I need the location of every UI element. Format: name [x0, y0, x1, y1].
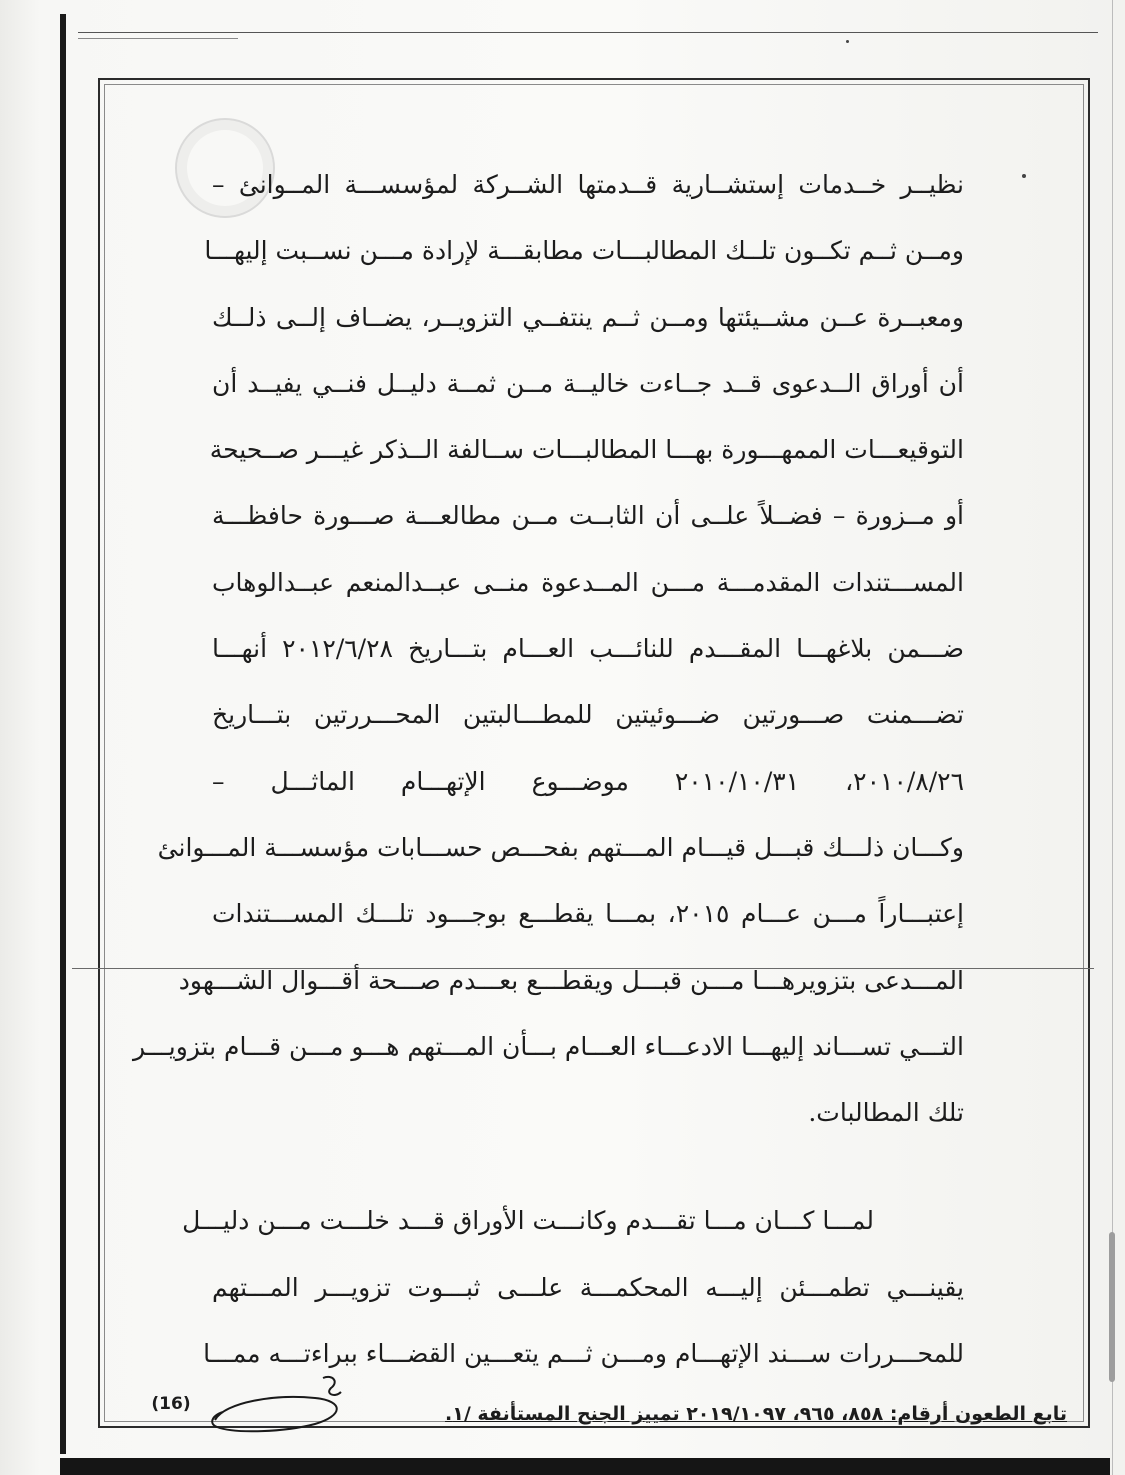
body-line: للمحـــررات ســـند الإتهـــام ومـــن ثـــم يتعـــين القضـــاء ببراءتـــه ممـــا: [203, 1339, 964, 1369]
body-line: نظيــر خــدمات إستشــارية قــدمتها الشــركة لمؤسســـة المــوانئ –: [212, 170, 964, 199]
scan-speck: [846, 40, 849, 43]
body-line: ٢٠١٠/٨/٢٦، ٢٠١٠/١٠/٣١ موضـــوع الإتهـــام الماثـــل –: [212, 766, 964, 796]
body-line: يقينـــي تطمـــئن إليـــه المحكمـــة علـــى ثبـــوت تزويـــر المـــتهم: [212, 1272, 964, 1302]
document-body: [132, 152, 965, 1387]
body-line: تلك المطالبات.: [808, 1098, 964, 1128]
body-line: وكـــان ذلـــك قبـــل قيـــام المـــتهم بفحـــص حســـابات مؤسســـة المـــوانئ: [157, 832, 964, 862]
body-line: التوقيعـــات الممهـــورة بهـــا المطالبـــات ســالفة الــذكر غيـــر صــحيحة: [209, 435, 964, 465]
paragraph-first-line: لمـــا كـــان مـــا تقـــدم وكانـــت الأوراق قـــد خلـــت مـــن دليـــل: [182, 1206, 874, 1236]
paragraph-gap: [212, 1146, 964, 1188]
scan-bottom-edge: [60, 1458, 1110, 1475]
case-reference: تابع الطعون أرقام: ٨٥٨، ٩٦٥، ٢٠١٩/١٠٩٧ تمييز الجنح المستأنفة /١.: [445, 1403, 1067, 1425]
body-line: ومعبــرة عــن مشــيئتها ومــن ثــم ينتفــي التزويــر، يضــاف إلــى ذلــك: [212, 302, 964, 332]
scrollbar-thumb[interactable]: [1109, 1232, 1115, 1382]
body-line: ومــن ثــم تكــون تلــك المطالبـــات مطابقـــة لإرادة مـــن نســبت إليهـــا: [204, 236, 964, 266]
body-line: ضـــمن بلاغهـــا المقـــدم للنائـــب العـــام بتـــاريخ ٢٠١٢/٦/٢٨ أنهـــا: [212, 634, 965, 664]
body-line: أو مــزورة – فضــلاً علــى أن الثابــت مــن مطالعـــة صـــورة حافظـــة: [212, 501, 964, 531]
page-number: (16): [151, 1394, 191, 1414]
scan-speck: [1022, 174, 1026, 178]
body-line: تضـــمنت صـــورتين ضـــوئيتين للمطـــالبتين المحـــررتين بتـــاريخ: [212, 700, 964, 730]
top-rule-short: [78, 38, 238, 39]
body-line: المـــدعى بتزويرهـــا مـــن قبـــل ويقطـــع بعـــدم صـــحة أقـــوال الشـــهود: [178, 965, 964, 995]
top-rule: [78, 32, 1098, 33]
body-line: أن أوراق الــدعوى قــد جــاءت خاليــة مــن ثمــة دليــل فنــي يفيــد أن: [212, 368, 964, 398]
body-line: إعتبـــاراً مـــن عـــام ٢٠١٥، بمـــا يقطـــع بوجـــود تلـــك المســـتندات: [212, 899, 964, 929]
binding-edge: [60, 14, 66, 1454]
body-line: المســـتندات المقدمـــة مـــن المــدعوة منــى عبــدالمنعم عبــدالوهاب: [212, 567, 964, 597]
body-line: التـــي تســـاند إليهـــا الادعـــاء العـــام بـــأن المـــتهم هـــو مـــن قـــام بتزويـــر: [132, 1031, 964, 1061]
